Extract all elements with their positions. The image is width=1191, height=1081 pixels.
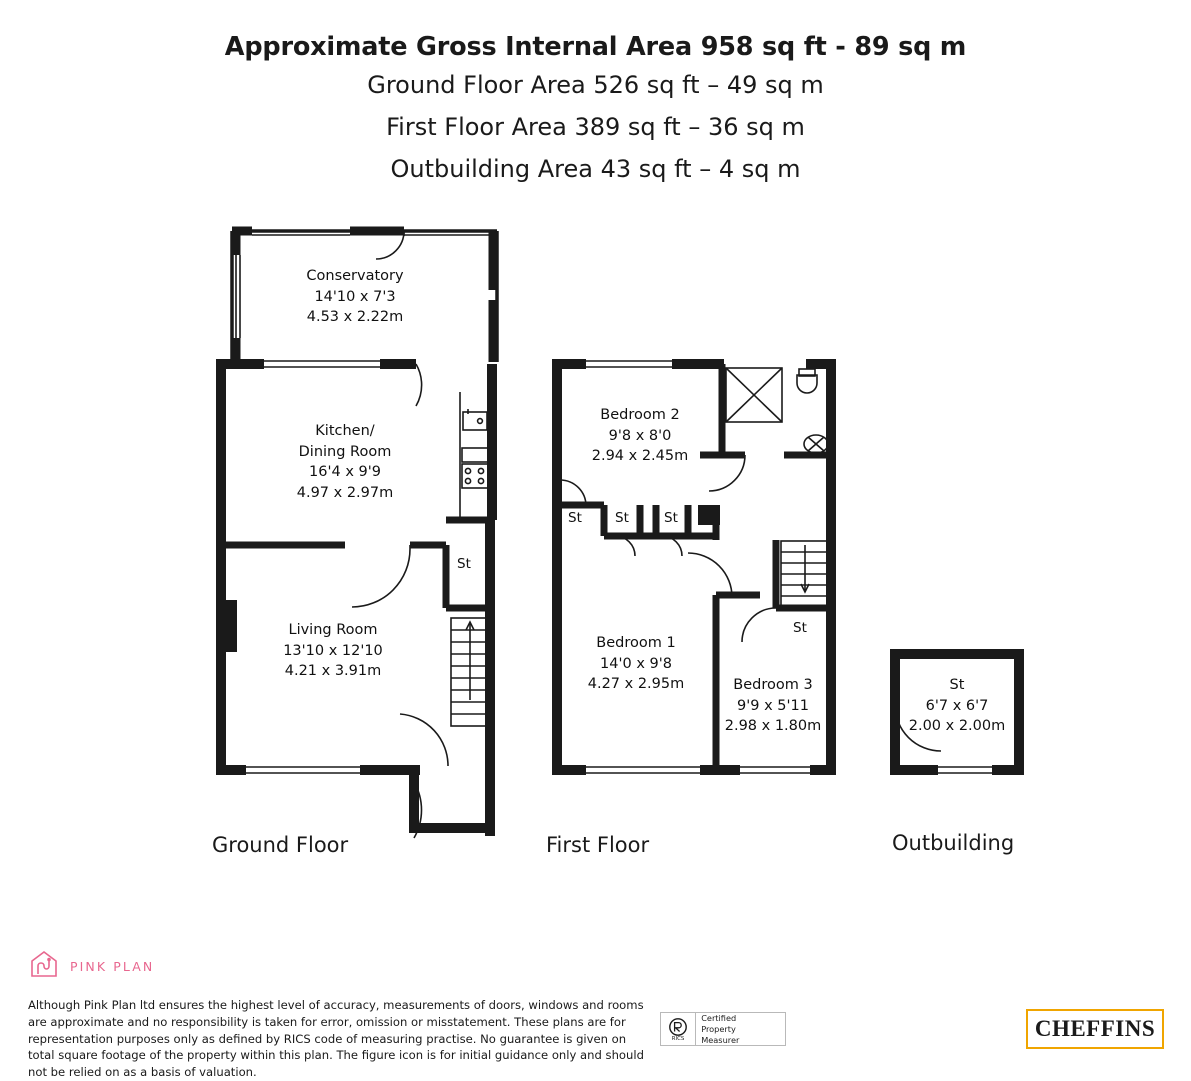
storage-label-first-1: St bbox=[568, 510, 582, 526]
bedroom1-metric: 4.27 x 2.95m bbox=[587, 676, 685, 693]
first-floor-staircase bbox=[781, 541, 829, 606]
first-floor-doors bbox=[560, 455, 776, 642]
rics-certified-badge bbox=[660, 1012, 786, 1046]
storage-label-first-2: St bbox=[615, 510, 629, 526]
pink-plan-logo-icon bbox=[28, 948, 60, 984]
gross-internal-area-title: Approximate Gross Internal Area 958 sq ft - 89 sq m bbox=[224, 32, 967, 62]
room-label-outbuilding-store bbox=[852, 675, 1062, 737]
bedroom2-imperial: 9'8 x 8'0 bbox=[608, 427, 672, 444]
bedroom2-name: Bedroom 2 bbox=[600, 407, 680, 423]
living-room-name: Living Room bbox=[288, 622, 378, 638]
bedroom1-name: Bedroom 1 bbox=[596, 635, 676, 651]
storage-label-ground: St bbox=[457, 556, 471, 572]
first-floor-wall-nub bbox=[698, 505, 720, 525]
room-label-bedroom-3 bbox=[668, 675, 878, 737]
storage-label-first-3: St bbox=[664, 510, 678, 526]
conservatory-imperial: 14'10 x 7'3 bbox=[314, 288, 396, 305]
disclaimer-text: Although Pink Plan ltd ensures the highest level of accuracy, measurements of doors, windows and rooms are approximate and no responsibility is taken for error, omission or misstatement. These plans are for representation purposes only as defined by RICS code of measuring practise. No guarantee is given on total square footage of the property within this plan. The figure icon is for initial guidance only and should not be relied on as a basis of valuation. bbox=[28, 998, 644, 1080]
caption-outbuilding: Outbuilding bbox=[892, 831, 1015, 855]
bedroom3-metric: 2.98 x 1.80m bbox=[724, 718, 822, 735]
svg-text:RICS: RICS bbox=[671, 1036, 685, 1042]
living-room-metric: 4.21 x 3.91m bbox=[284, 663, 382, 680]
room-label-kitchen-dining bbox=[240, 421, 450, 504]
first-floor-area-text: First Floor Area 389 sq ft – 36 sq m bbox=[386, 113, 805, 142]
pink-plan-brand bbox=[28, 948, 154, 984]
outbuilding-window bbox=[938, 767, 992, 773]
ground-door-kitchen-living bbox=[352, 545, 410, 607]
room-label-conservatory bbox=[250, 266, 460, 328]
kitchen-name-line1: Kitchen/ bbox=[315, 423, 375, 439]
pink-plan-wordmark: PINK PLAN bbox=[70, 958, 155, 974]
cheffins-logo bbox=[1026, 1009, 1164, 1049]
outbuilding-store-imperial: 6'7 x 6'7 bbox=[925, 697, 989, 714]
living-room-imperial: 13'10 x 12'10 bbox=[283, 642, 383, 659]
ground-door-conservatory bbox=[416, 364, 422, 406]
ground-floor-area-text: Ground Floor Area 526 sq ft – 49 sq m bbox=[367, 71, 824, 100]
rics-line2: Property bbox=[701, 1023, 736, 1034]
rics-line1: Certified bbox=[701, 1012, 737, 1023]
bedroom3-name: Bedroom 3 bbox=[733, 677, 813, 693]
ground-internal-walls bbox=[221, 520, 492, 608]
ground-door-hall bbox=[400, 714, 448, 766]
room-label-living-room bbox=[228, 620, 438, 682]
kitchen-imperial: 16'4 x 9'9 bbox=[309, 464, 381, 481]
kitchen-metric: 4.97 x 2.97m bbox=[296, 485, 394, 502]
ground-staircase bbox=[451, 618, 490, 726]
outbuilding-store-metric: 2.00 x 2.00m bbox=[908, 718, 1006, 735]
conservatory-name: Conservatory bbox=[306, 268, 404, 284]
kitchen-fittings bbox=[460, 392, 488, 520]
caption-ground-floor: Ground Floor bbox=[212, 833, 349, 857]
cheffins-wordmark: CHEFFINS bbox=[1034, 1016, 1156, 1041]
outbuilding-store-name: St bbox=[949, 677, 965, 693]
rics-logo-icon bbox=[661, 1013, 695, 1045]
bedroom3-imperial: 9'9 x 5'11 bbox=[737, 697, 809, 714]
conservatory-metric: 4.53 x 2.22m bbox=[306, 309, 404, 326]
caption-first-floor: First Floor bbox=[546, 833, 650, 857]
room-label-bedroom-2 bbox=[535, 405, 745, 467]
bedroom1-imperial: 14'0 x 9'8 bbox=[600, 655, 672, 672]
kitchen-name-line2: Dining Room bbox=[298, 443, 392, 460]
bedroom2-metric: 2.94 x 2.45m bbox=[591, 448, 689, 465]
outbuilding-area-text: Outbuilding Area 43 sq ft – 4 sq m bbox=[390, 155, 801, 184]
rics-line3: Measurer bbox=[701, 1034, 740, 1045]
rics-text bbox=[696, 1013, 739, 1046]
storage-label-first-landing: St bbox=[793, 620, 807, 636]
